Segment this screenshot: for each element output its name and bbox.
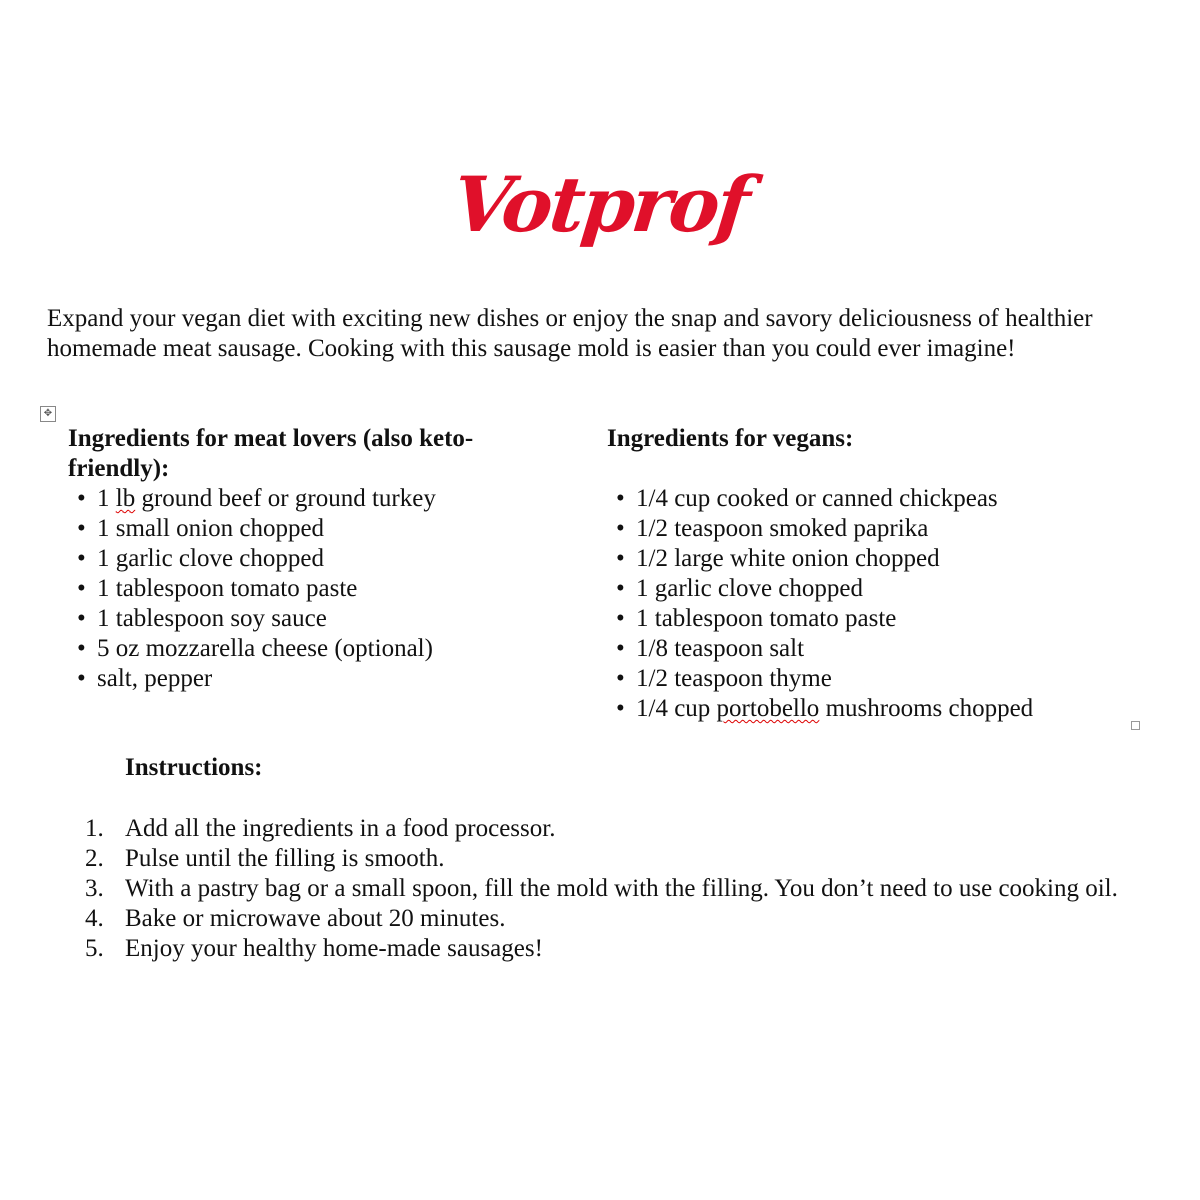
vegan-ingredients-column	[607, 424, 1127, 724]
list-item: • 1/4 cup portobello mushrooms chopped	[607, 694, 1127, 724]
meat-ingredients-heading: Ingredients for meat lovers (also keto-friendly):	[68, 425, 474, 482]
list-item: • 1 small onion chopped	[68, 514, 538, 544]
meat-ingredients-list	[68, 484, 538, 694]
instructions-heading: Instructions:	[125, 754, 263, 781]
list-item: • 5 oz mozzarella cheese (optional)	[68, 634, 538, 664]
intro-paragraph: Expand your vegan diet with exciting new dishes or enjoy the snap and savory deliciousness of healthier homemade meat sausage. Cooking with this sausage mold is easier than you could ever imagine!	[47, 305, 1093, 362]
list-item: • 1/2 teaspoon thyme	[607, 664, 1127, 694]
list-item: • 1 garlic clove chopped	[607, 574, 1127, 604]
list-item: • 1/2 large white onion chopped	[607, 544, 1127, 574]
list-item: 4. Bake or microwave about 20 minutes.	[85, 905, 506, 932]
list-item: • 1 lb ground beef or ground turkey	[68, 484, 538, 514]
list-item: • salt, pepper	[68, 664, 538, 694]
list-item: 5. Enjoy your healthy home-made sausages!	[85, 935, 543, 962]
list-item: 1. Add all the ingredients in a food processor.	[85, 815, 556, 842]
list-item: • 1 tablespoon tomato paste	[68, 574, 538, 604]
table-move-handle-icon[interactable]: ✥	[40, 406, 56, 422]
list-item: • 1 garlic clove chopped	[68, 544, 538, 574]
vegan-ingredients-heading: Ingredients for vegans:	[607, 425, 854, 452]
list-item: • 1/4 cup cooked or canned chickpeas	[607, 484, 1127, 514]
instructions-list	[85, 814, 1145, 964]
meat-ingredients-column	[68, 424, 538, 694]
list-item: 3. With a pastry bag or a small spoon, fill the mold with the filling. You don’t need to use cooking oil.	[85, 875, 1118, 902]
vegan-ingredients-list	[607, 484, 1127, 724]
list-item: • 1/2 teaspoon smoked paprika	[607, 514, 1127, 544]
brand-logo: Votprof	[448, 160, 752, 249]
list-item: 2. Pulse until the filling is smooth.	[85, 845, 445, 872]
table-resize-handle[interactable]	[1131, 721, 1140, 730]
list-item: • 1 tablespoon soy sauce	[68, 604, 538, 634]
spelling-flag: portobello	[716, 695, 820, 722]
list-item: • 1/8 teaspoon salt	[607, 634, 1127, 664]
list-item: • 1 tablespoon tomato paste	[607, 604, 1127, 634]
